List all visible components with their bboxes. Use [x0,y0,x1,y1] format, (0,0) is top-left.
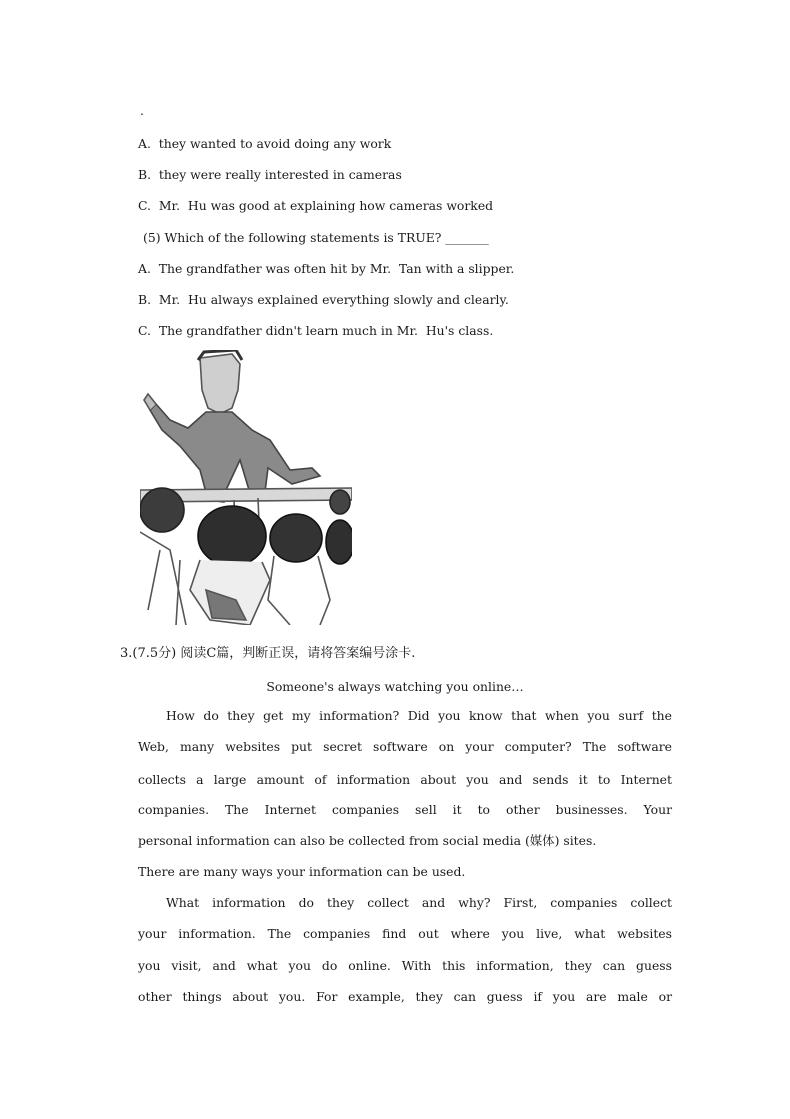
q4-option-a: A. they wanted to avoid doing any work [138,136,392,151]
passage-p2-line-1: What information do they collect and why? First, companies collect [166,895,672,910]
q5-stem: (5) Which of the following statements is TRUE? _______ [143,230,489,245]
section-3-heading: 3.(7.5分) 阅读C篇，判断正误，请将答案编号涂卡. [120,646,416,661]
continuation-dot: . [140,104,144,118]
passage-p1-line-6: There are many ways your information can be used. [138,864,466,879]
passage-p1-line-1: How do they get my information? Did you know that when you surf the [166,708,672,723]
q5-option-a: A. The grandfather was often hit by Mr. Tan with a slipper. [138,261,515,276]
q5-option-c: C. The grandfather didn't learn much in Mr. Hu's class. [138,323,494,338]
passage-p1-line-4: companies. The Internet companies sell it to other businesses. Your [138,802,672,817]
passage-p1-line-5: personal information can also be collected from social media (媒体) sites. [138,833,597,848]
classroom-teacher-illustration [140,350,352,625]
passage-p1-line-3: collects a large amount of information about you and sends it to Internet [138,772,672,787]
passage-p2-line-3: you visit, and what you do online. With this information, they can guess [138,958,672,973]
passage-p2-line-2: your information. The companies find out where you live, what websites [138,926,672,941]
q4-option-c: C. Mr. Hu was good at explaining how cameras worked [138,198,494,213]
passage-p1-line-2: Web, many websites put secret software on your computer? The software [138,739,672,754]
passage-title: Someone's always watching you online… [266,679,524,694]
q4-option-b: B. they were really interested in cameras [138,167,402,182]
passage-p2-line-4: other things about you. For example, they can guess if you are male or [138,989,672,1004]
q5-option-b: B. Mr. Hu always explained everything slowly and clearly. [138,292,509,307]
